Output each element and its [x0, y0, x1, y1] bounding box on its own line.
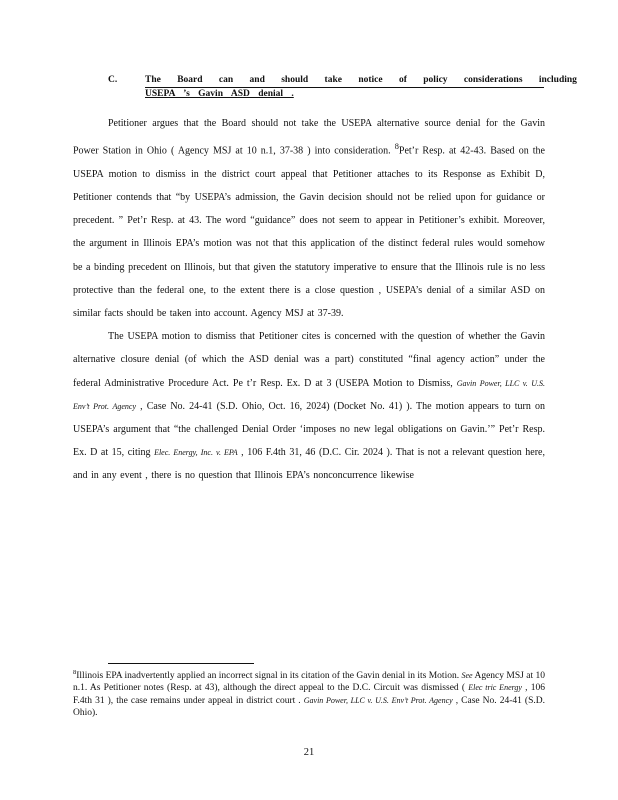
section-heading-line-1: The Board can and should take notice of policy considerations including	[145, 73, 544, 88]
paragraph-2-text-a: The USEPA motion to dismiss that Petitioner cites is concerned with the question of whether the Gavin alternative closure denial (of which the ASD denial was a part) constituted “final agency action” under the federal Administrative Procedure Act. Pe t’r Resp. Ex. D at 3 (USEPA Motion to Dismiss,	[73, 331, 545, 389]
footnote-signal: See	[461, 671, 473, 681]
paragraph-2	[73, 325, 545, 487]
footnote	[73, 667, 545, 719]
section-number: C.	[108, 75, 118, 85]
paragraph-1-text-a: Petitioner argues that the Board should not take the USEPA alternative source denial for the Gavin Power Station in Ohio ( Agency MSJ at 10 n.1, 37-38 ) into consideration.	[73, 118, 545, 157]
case-name-elec-energy: Elec. Energy, Inc. v. EPA	[154, 448, 238, 458]
paragraph-2-text-b: , Case No. 24-41 (S.D. Ohio, Oct. 16, 2024) (Docket No. 41) ). The motion appears to turn on USEPA’s argument that “the challenged Denial Order ‘imposes no new legal obligations on Gavin.’” Pet’r Resp. Ex. D at 15, citing	[73, 400, 545, 459]
body-text	[73, 112, 545, 488]
footnote-case-gavin: Gavin Power, LLC v. U.S. Env’t Prot. Agency	[303, 695, 453, 705]
paragraph-1-text-b: Pet’r Resp. at 42-43. Based on the USEPA motion to dismiss in the district court appeal that Petitioner attaches to its Response as Exhibit D, Petitioner contends that “by USEPA’s admission, the Gavin decision should not be relied upon for guidance or precedent. ” Pet’r Resp. at 43. The word “guidance” does not seem to appear in Petitioner’s exhibit. Moreover, the argument in Illinois EPA’s motion was not that this application of the distinct federal rules would somehow be a binding precedent on Illinois, but that given the statutory imperative to ensure that the Illinois rule is no less protective than the federal one, to the extent there is a close question , USEPA’s denial of a similar ASD on similar facts should be taken into account. Agency MSJ at 37-39.	[73, 145, 545, 319]
case-name-gavin: Gavin Power, LLC v. U.S. Env’t Prot. Agency	[73, 378, 545, 411]
footnote-case-elec-energy: Elec tric Energy	[468, 683, 522, 693]
footnote-reference: 8	[394, 142, 399, 152]
footnote-text-a: Illinois EPA inadvertently applied an incorrect signal in its citation of the Gavin denial in its Motion.	[76, 671, 462, 682]
footnote-text-d: , Case No. 24-41 (S.D. Ohio).	[73, 695, 545, 718]
section-heading-line-2: USEPA ’s Gavin ASD denial .	[145, 89, 294, 99]
footnote-text-c: , 106 F.4th 31 ), the case remains under appeal in district court .	[73, 683, 545, 706]
paragraph-1	[73, 112, 545, 325]
paragraph-2-text-c: , 106 F.4th 31, 46 (D.C. Cir. 2024 ). That is not a relevant question here, and in any event , there is no question that Illinois EPA’s nonconcurrence likewise	[73, 447, 545, 482]
page-number: 21	[303, 747, 315, 758]
footnote-marker: 8	[73, 669, 77, 676]
footnote-divider	[108, 663, 254, 664]
footnote-text-b: Agency MSJ at 10 n.1. As Petitioner notes (Resp. at 43), although the direct appeal to the D.C. Circuit was dismissed (	[73, 671, 545, 694]
